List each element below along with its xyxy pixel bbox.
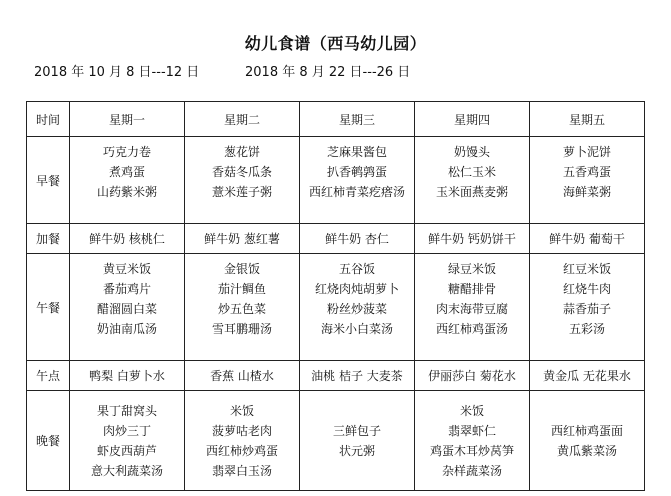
dish: 西红柿鸡蛋汤: [435, 322, 508, 336]
page-title: 幼儿食谱（西马幼儿园）: [244, 34, 427, 53]
menu-cell: [70, 254, 185, 361]
dish: 鸭梨 白萝卜水: [89, 369, 165, 383]
day-header-wed: 星期三: [300, 102, 415, 137]
dish: 虾皮西葫芦: [96, 443, 157, 458]
menu-cell: [300, 361, 415, 391]
dish: 红烧肉炖胡萝卜: [314, 282, 399, 296]
dish: 状元粥: [338, 443, 375, 458]
dish: 金银饭: [223, 262, 260, 276]
meal-label: 早餐: [27, 137, 70, 224]
dish: 海鲜菜粥: [562, 185, 611, 199]
dish: 雪耳鹏珊汤: [211, 322, 272, 336]
dish: 炒五色菜: [217, 302, 266, 316]
dish: 煮鸡蛋: [108, 165, 145, 179]
meal-label: 加餐: [27, 224, 70, 254]
dish: 五谷饭: [338, 262, 375, 276]
dish: 茄汁鲷鱼: [217, 282, 266, 296]
dish: 芝麻果酱包: [326, 145, 387, 159]
meal-row-snack: [27, 224, 645, 254]
dish: 松仁玉米: [447, 165, 496, 179]
dish: 红豆米饭: [562, 262, 611, 276]
dish: 油桃 桔子 大麦茶: [311, 369, 403, 383]
dish: 米饭: [229, 403, 254, 418]
dish: 五彩汤: [568, 322, 605, 336]
menu-cell: [300, 224, 415, 254]
dish: 意大利蔬菜汤: [90, 463, 163, 478]
dish: 扒香鹌鹑蛋: [326, 165, 387, 179]
dish: 番茄鸡片: [102, 282, 151, 296]
dish: 黄豆米饭: [102, 262, 151, 276]
dish: 鲜牛奶 葡萄干: [549, 232, 625, 246]
dish: 西红柿鸡蛋面: [550, 423, 623, 438]
menu-cell: [70, 137, 185, 224]
date-range-2: 2018 年 8 月 22 日---26 日: [245, 65, 411, 80]
dish: 翡翠虾仁: [447, 423, 496, 438]
dish: 香蕉 山楂水: [210, 369, 274, 383]
meal-row-breakfast: [27, 137, 645, 224]
menu-cell: [530, 137, 645, 224]
meal-row-lunch: [27, 254, 645, 361]
dish: 三鲜包子: [332, 423, 381, 438]
dish: 香菇冬瓜条: [211, 165, 272, 179]
dish: 伊丽莎白 菊花水: [428, 369, 516, 383]
dish: 糖醋排骨: [447, 282, 496, 296]
menu-cell: [185, 254, 300, 361]
menu-cell: [185, 137, 300, 224]
dish: 醋溜圆白菜: [96, 302, 157, 316]
header-row: [27, 102, 645, 137]
menu-cell: [530, 391, 645, 491]
day-header-tue: 星期二: [185, 102, 300, 137]
menu-table: [26, 101, 645, 491]
meal-label: 午点: [27, 361, 70, 391]
dish: 奶馒头: [453, 145, 490, 159]
meal-row-dinner: [27, 391, 645, 491]
time-header: 时间: [27, 102, 70, 137]
menu-cell: [70, 361, 185, 391]
dish: 山药紫米粥: [96, 185, 157, 199]
menu-cell: [415, 254, 530, 361]
menu-cell: [185, 391, 300, 491]
menu-cell: [70, 391, 185, 491]
menu-cell: [415, 224, 530, 254]
dish: 肉炒三丁: [102, 423, 151, 438]
dish: 蒜香茄子: [562, 302, 611, 316]
dish: 萝卜泥饼: [562, 145, 611, 159]
dish: 西红柿青菜疙瘩汤: [308, 185, 405, 199]
dish: 米饭: [459, 403, 484, 418]
meal-label: 晚餐: [27, 391, 70, 491]
menu-cell: [185, 224, 300, 254]
menu-cell: [530, 254, 645, 361]
dish: 海米小白菜汤: [320, 322, 393, 336]
dish: 奶油南瓜汤: [96, 322, 157, 336]
day-header-mon: 星期一: [70, 102, 185, 137]
dish: 菠萝咕老肉: [211, 423, 272, 438]
dish: 红烧牛肉: [562, 282, 611, 296]
dish: 巧克力卷: [102, 145, 151, 159]
dish: 绿豆米饭: [447, 262, 496, 276]
dish: 葱花饼: [223, 145, 260, 159]
day-header-fri: 星期五: [530, 102, 645, 137]
menu-cell: [300, 254, 415, 361]
dish: 翡翠白玉汤: [211, 463, 272, 478]
menu-cell: [415, 137, 530, 224]
dish: 玉米面燕麦粥: [435, 185, 508, 199]
dish: 肉末海带豆腐: [435, 302, 508, 316]
meal-row-afternoon-snack: [27, 361, 645, 391]
menu-cell: [415, 391, 530, 491]
dish: 鲜牛奶 钙奶饼干: [428, 232, 516, 246]
dish: 果丁甜窝头: [96, 403, 157, 418]
dish: 杂样蔬菜汤: [441, 463, 502, 478]
menu-cell: [70, 224, 185, 254]
dish: 黄金瓜 无花果水: [543, 369, 631, 383]
menu-cell: [300, 391, 415, 491]
menu-cell: [185, 361, 300, 391]
dish: 鲜牛奶 杏仁: [325, 232, 389, 246]
dish: 黄瓜紫菜汤: [556, 443, 617, 458]
dish: 薏米莲子粥: [211, 185, 272, 199]
dish: 鸡蛋木耳炒莴笋: [429, 443, 514, 458]
date-range-1: 2018 年 10 月 8 日---12 日: [34, 65, 200, 80]
dish: 粉丝炒菠菜: [326, 302, 387, 316]
dish: 西红柿炒鸡蛋: [205, 443, 278, 458]
menu-cell: [530, 224, 645, 254]
dish: 鲜牛奶 葱红薯: [204, 232, 280, 246]
menu-cell: [415, 361, 530, 391]
menu-cell: [530, 361, 645, 391]
meal-label: 午餐: [27, 254, 70, 361]
dish: 五香鸡蛋: [562, 165, 611, 179]
menu-cell: [300, 137, 415, 224]
dish: 鲜牛奶 核桃仁: [89, 232, 165, 246]
day-header-thu: 星期四: [415, 102, 530, 137]
